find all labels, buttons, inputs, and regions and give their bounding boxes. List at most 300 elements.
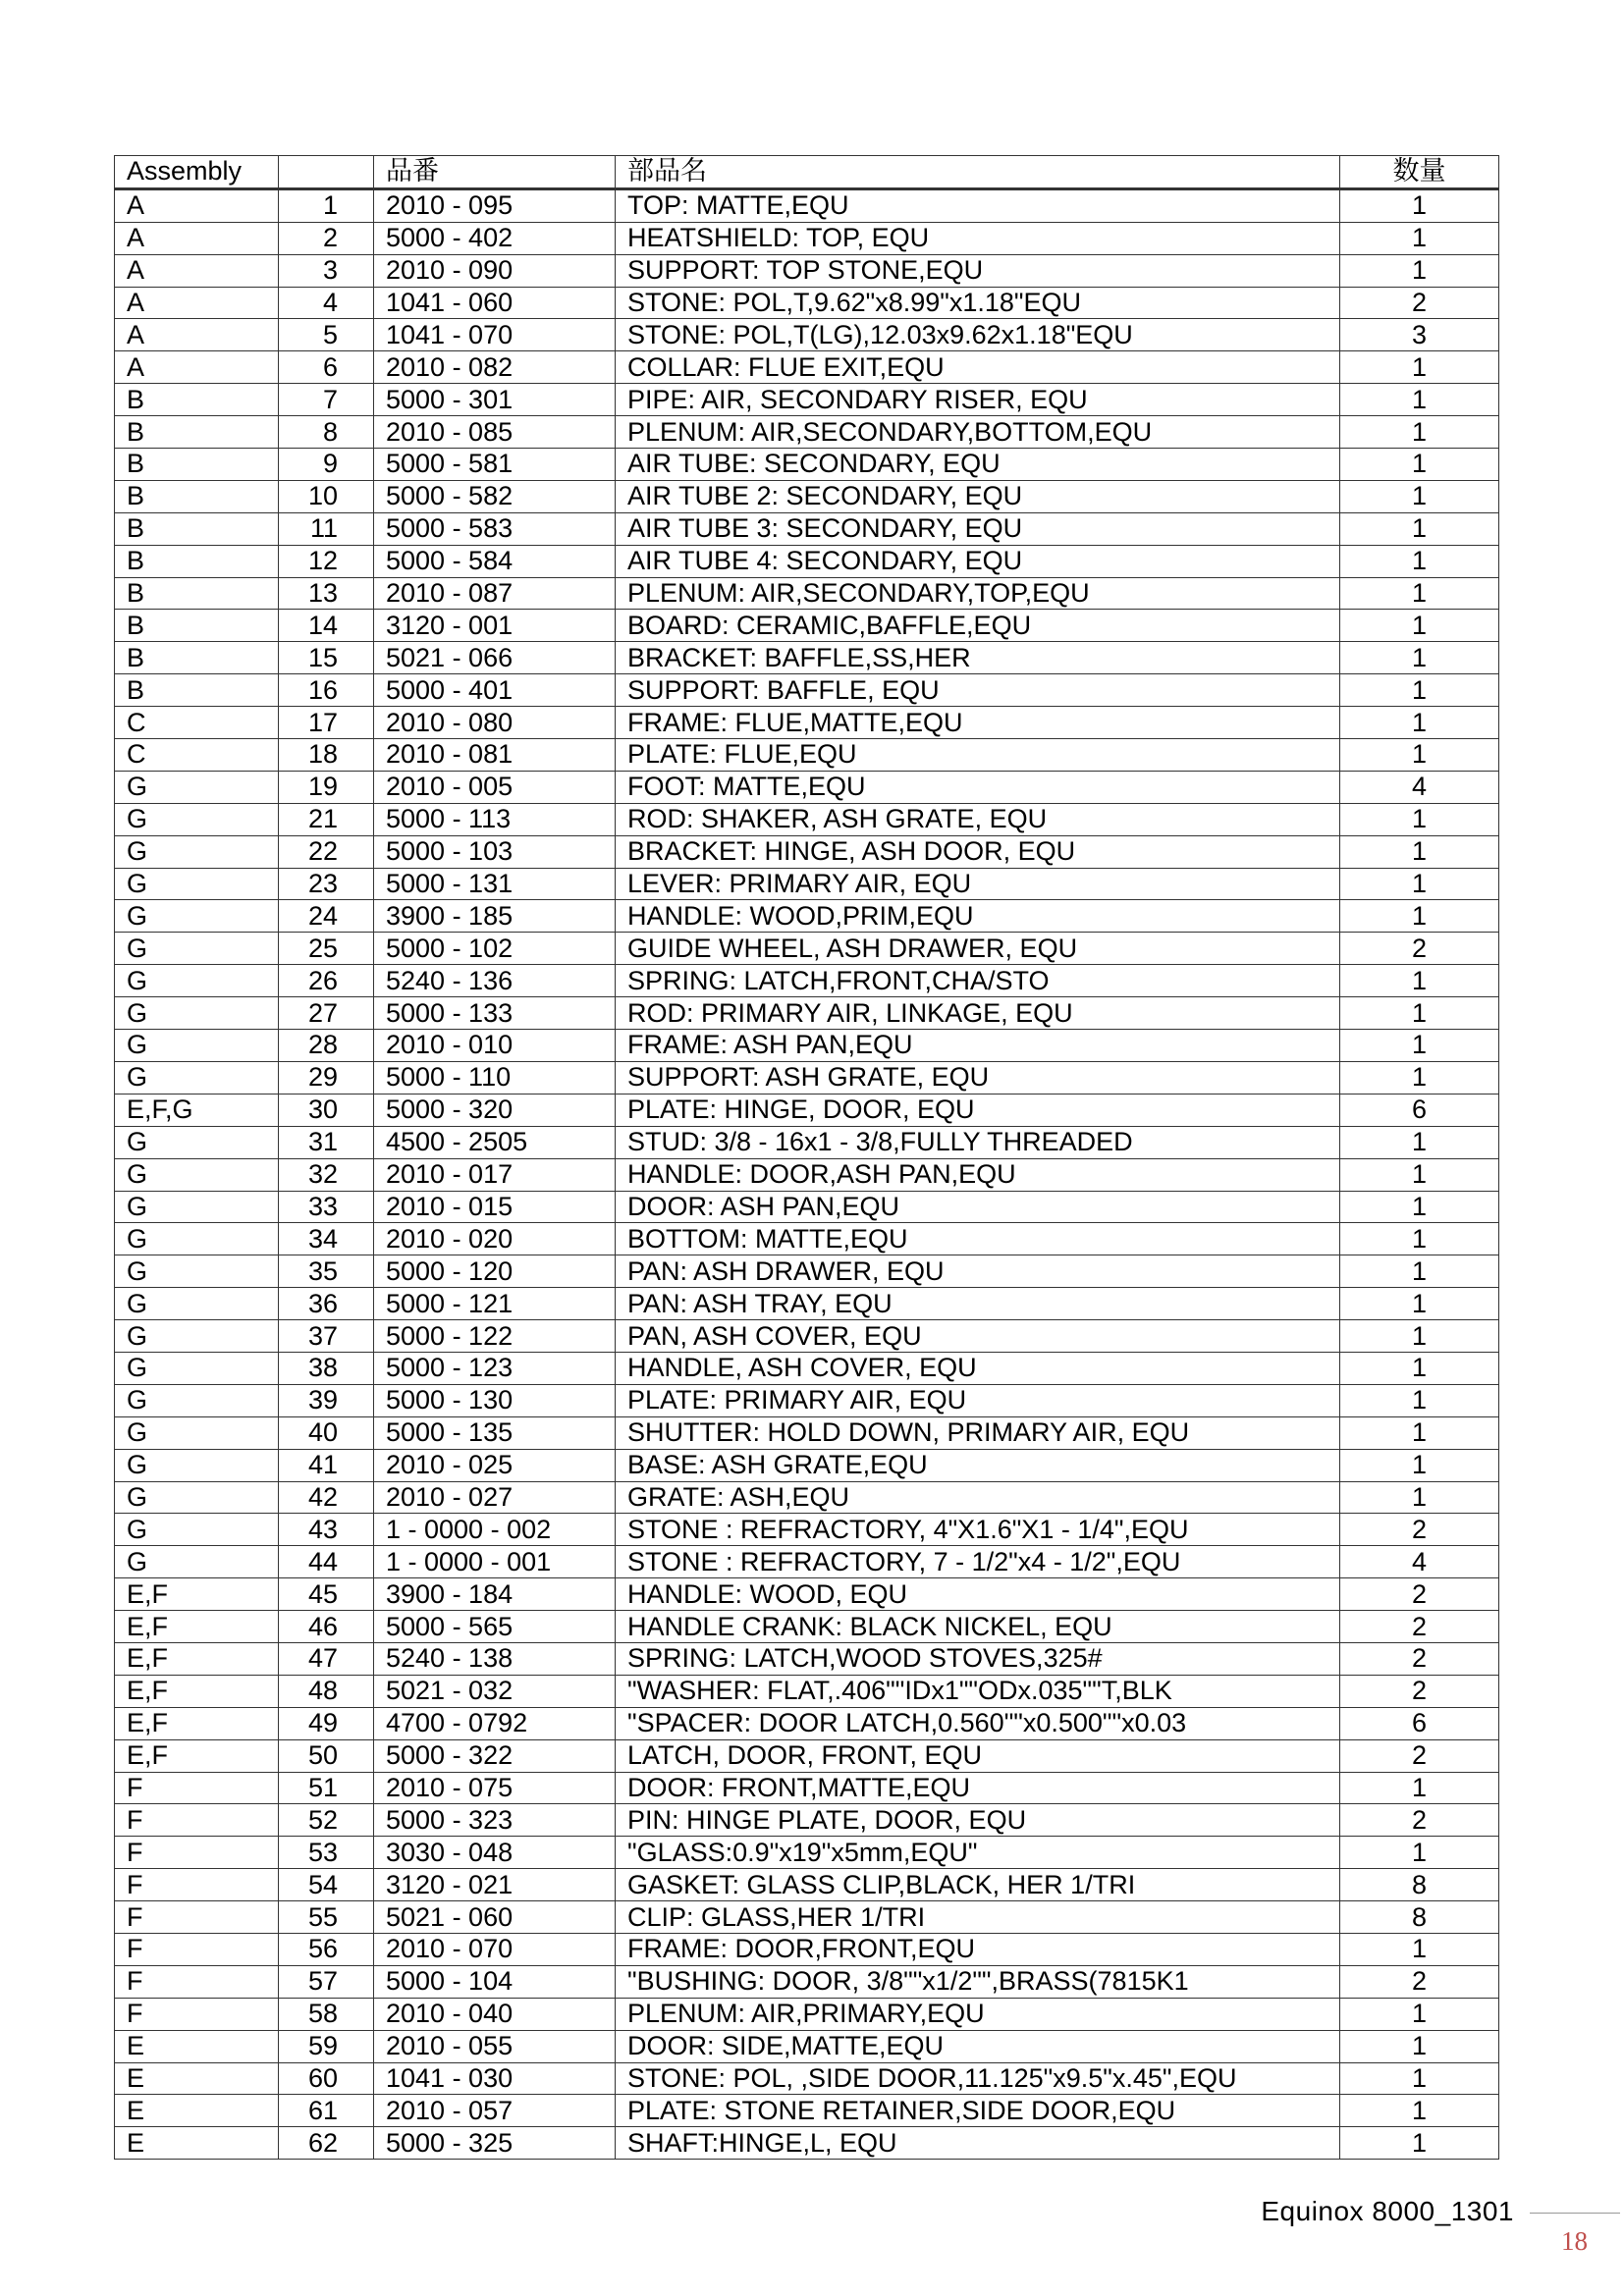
table-row (115, 933, 1499, 965)
table-row (115, 545, 1499, 577)
table-row (115, 674, 1499, 707)
quantity-cell: 1 (1340, 1933, 1499, 1965)
assembly-cell: G (115, 1352, 279, 1384)
part-number-cell: 2010 - 085 (374, 416, 616, 449)
part-name-cell: AIR TUBE 2: SECONDARY, EQU (616, 480, 1340, 512)
part-name-cell: PLATE: HINGE, DOOR, EQU (616, 1094, 1340, 1126)
item-number-cell: 38 (279, 1352, 374, 1384)
part-name-cell: FRAME: FLUE,MATTE,EQU (616, 707, 1340, 739)
assembly-cell: F (115, 1804, 279, 1837)
quantity-cell: 1 (1340, 1288, 1499, 1320)
part-name-cell: SUPPORT: ASH GRATE, EQU (616, 1061, 1340, 1094)
assembly-cell: E,F (115, 1739, 279, 1772)
part-number-cell: 2010 - 080 (374, 707, 616, 739)
assembly-cell: A (115, 351, 279, 384)
assembly-cell: F (115, 1933, 279, 1965)
quantity-cell: 1 (1340, 416, 1499, 449)
table-row (115, 739, 1499, 772)
part-number-cell: 5240 - 138 (374, 1642, 616, 1675)
assembly-cell: G (115, 1384, 279, 1416)
part-name-cell: DOOR: SIDE,MATTE,EQU (616, 2030, 1340, 2062)
part-name-cell: AIR TUBE 4: SECONDARY, EQU (616, 545, 1340, 577)
item-number-cell: 45 (279, 1578, 374, 1611)
part-number-cell: 5000 - 121 (374, 1288, 616, 1320)
assembly-cell: F (115, 1772, 279, 1804)
table-row (115, 1288, 1499, 1320)
part-name-cell: DOOR: ASH PAN,EQU (616, 1191, 1340, 1223)
item-number-cell: 37 (279, 1320, 374, 1353)
table-row (115, 1707, 1499, 1739)
table-row (115, 1255, 1499, 1288)
part-name-cell: HANDLE: DOOR,ASH PAN,EQU (616, 1158, 1340, 1191)
quantity-cell: 1 (1340, 965, 1499, 997)
parts-table-body (115, 188, 1499, 2159)
quantity-cell: 6 (1340, 1094, 1499, 1126)
quantity-cell: 1 (1340, 1030, 1499, 1062)
quantity-cell: 1 (1340, 739, 1499, 772)
table-row (115, 449, 1499, 481)
table-row (115, 642, 1499, 674)
table-row (115, 1546, 1499, 1578)
item-number-cell: 53 (279, 1837, 374, 1869)
quantity-cell: 6 (1340, 1707, 1499, 1739)
item-number-cell: 41 (279, 1449, 374, 1481)
table-row (115, 1772, 1499, 1804)
part-name-cell: PIPE: AIR, SECONDARY RISER, EQU (616, 384, 1340, 416)
assembly-cell: A (115, 188, 279, 222)
assembly-cell: B (115, 512, 279, 545)
item-number-cell: 54 (279, 1869, 374, 1901)
assembly-cell: E,F (115, 1707, 279, 1739)
part-number-cell: 2010 - 090 (374, 254, 616, 287)
quantity-cell: 1 (1340, 2095, 1499, 2127)
part-number-cell: 3900 - 185 (374, 900, 616, 933)
table-row (115, 1804, 1499, 1837)
quantity-cell: 1 (1340, 803, 1499, 835)
part-number-cell: 5000 - 584 (374, 545, 616, 577)
item-number-cell: 44 (279, 1546, 374, 1578)
item-number-cell: 5 (279, 319, 374, 351)
item-number-cell: 42 (279, 1481, 374, 1514)
part-name-cell: HEATSHIELD: TOP, EQU (616, 222, 1340, 254)
part-number-cell: 5000 - 565 (374, 1611, 616, 1643)
part-name-cell: HANDLE, ASH COVER, EQU (616, 1352, 1340, 1384)
part-name-cell: SPRING: LATCH,WOOD STOVES,325# (616, 1642, 1340, 1675)
table-row (115, 1933, 1499, 1965)
table-row (115, 1191, 1499, 1223)
quantity-cell: 2 (1340, 287, 1499, 319)
page-number: 18 (1561, 2226, 1588, 2256)
quantity-cell: 1 (1340, 2127, 1499, 2160)
header-part-name: 部品名 (616, 156, 1340, 189)
assembly-cell: F (115, 1837, 279, 1869)
item-number-cell: 55 (279, 1901, 374, 1934)
assembly-cell: G (115, 1158, 279, 1191)
assembly-cell: G (115, 1191, 279, 1223)
part-number-cell: 5000 - 581 (374, 449, 616, 481)
quantity-cell: 2 (1340, 1578, 1499, 1611)
table-row (115, 1320, 1499, 1353)
table-row (115, 1739, 1499, 1772)
part-number-cell: 2010 - 040 (374, 1998, 616, 2030)
item-number-cell: 16 (279, 674, 374, 707)
part-number-cell: 3120 - 021 (374, 1869, 616, 1901)
part-number-cell: 3030 - 048 (374, 1837, 616, 1869)
table-row (115, 1675, 1499, 1707)
part-number-cell: 1041 - 060 (374, 287, 616, 319)
table-row (115, 965, 1499, 997)
part-name-cell: CLIP: GLASS,HER 1/TRI (616, 1901, 1340, 1934)
assembly-cell: G (115, 771, 279, 803)
table-row (115, 1352, 1499, 1384)
part-number-cell: 2010 - 017 (374, 1158, 616, 1191)
part-name-cell: PLENUM: AIR,PRIMARY,EQU (616, 1998, 1340, 2030)
item-number-cell: 46 (279, 1611, 374, 1643)
table-row (115, 610, 1499, 642)
table-row (115, 771, 1499, 803)
table-row (115, 1158, 1499, 1191)
assembly-cell: F (115, 1901, 279, 1934)
assembly-cell: G (115, 868, 279, 900)
part-name-cell: BASE: ASH GRATE,EQU (616, 1449, 1340, 1481)
assembly-cell: G (115, 1288, 279, 1320)
quantity-cell: 3 (1340, 319, 1499, 351)
part-number-cell: 5000 - 135 (374, 1416, 616, 1449)
part-number-cell: 2010 - 057 (374, 2095, 616, 2127)
assembly-cell: E,F (115, 1675, 279, 1707)
table-row (115, 900, 1499, 933)
assembly-cell: B (115, 610, 279, 642)
table-row (115, 1384, 1499, 1416)
table-row (115, 1030, 1499, 1062)
item-number-cell: 25 (279, 933, 374, 965)
assembly-cell: A (115, 222, 279, 254)
assembly-cell: B (115, 384, 279, 416)
table-row (115, 707, 1499, 739)
part-number-cell: 5000 - 110 (374, 1061, 616, 1094)
table-row (115, 2095, 1499, 2127)
part-name-cell: GUIDE WHEEL, ASH DRAWER, EQU (616, 933, 1340, 965)
part-number-cell: 5000 - 104 (374, 1965, 616, 1998)
item-number-cell: 14 (279, 610, 374, 642)
assembly-cell: G (115, 1546, 279, 1578)
item-number-cell: 31 (279, 1126, 374, 1158)
part-name-cell: FRAME: DOOR,FRONT,EQU (616, 1933, 1340, 1965)
assembly-cell: E (115, 2127, 279, 2160)
table-row (115, 1901, 1499, 1934)
item-number-cell: 8 (279, 416, 374, 449)
assembly-cell: A (115, 287, 279, 319)
assembly-cell: B (115, 577, 279, 610)
quantity-cell: 1 (1340, 222, 1499, 254)
item-number-cell: 15 (279, 642, 374, 674)
item-number-cell: 18 (279, 739, 374, 772)
part-number-cell: 5000 - 320 (374, 1094, 616, 1126)
item-number-cell: 62 (279, 2127, 374, 2160)
part-name-cell: PAN, ASH COVER, EQU (616, 1320, 1340, 1353)
table-row (115, 1481, 1499, 1514)
part-name-cell: STONE : REFRACTORY, 7 - 1/2"x4 - 1/2",EQU (616, 1546, 1340, 1578)
part-number-cell: 2010 - 005 (374, 771, 616, 803)
item-number-cell: 49 (279, 1707, 374, 1739)
table-row (115, 803, 1499, 835)
part-name-cell: HANDLE: WOOD,PRIM,EQU (616, 900, 1340, 933)
item-number-cell: 56 (279, 1933, 374, 1965)
assembly-cell: F (115, 1869, 279, 1901)
assembly-cell: E,F,G (115, 1094, 279, 1126)
part-number-cell: 5021 - 032 (374, 1675, 616, 1707)
table-row (115, 2030, 1499, 2062)
part-name-cell: HANDLE: WOOD, EQU (616, 1578, 1340, 1611)
part-number-cell: 1041 - 030 (374, 2062, 616, 2095)
assembly-cell: G (115, 1514, 279, 1546)
part-name-cell: HANDLE CRANK: BLACK NICKEL, EQU (616, 1611, 1340, 1643)
part-name-cell: STONE: POL, ,SIDE DOOR,11.125"x9.5"x.45",EQU (616, 2062, 1340, 2095)
part-number-cell: 2010 - 015 (374, 1191, 616, 1223)
item-number-cell: 47 (279, 1642, 374, 1675)
part-number-cell: 2010 - 027 (374, 1481, 616, 1514)
quantity-cell: 2 (1340, 1739, 1499, 1772)
item-number-cell: 58 (279, 1998, 374, 2030)
part-name-cell: FOOT: MATTE,EQU (616, 771, 1340, 803)
assembly-cell: G (115, 1255, 279, 1288)
item-number-cell: 39 (279, 1384, 374, 1416)
item-number-cell: 24 (279, 900, 374, 933)
part-name-cell: LATCH, DOOR, FRONT, EQU (616, 1739, 1340, 1772)
part-name-cell: "WASHER: FLAT,.406""IDx1""ODx.035""T,BLK (616, 1675, 1340, 1707)
item-number-cell: 57 (279, 1965, 374, 1998)
quantity-cell: 1 (1340, 1255, 1499, 1288)
table-row (115, 1416, 1499, 1449)
quantity-cell: 1 (1340, 997, 1499, 1030)
part-number-cell: 2010 - 081 (374, 739, 616, 772)
quantity-cell: 1 (1340, 577, 1499, 610)
item-number-cell: 26 (279, 965, 374, 997)
assembly-cell: B (115, 449, 279, 481)
item-number-cell: 30 (279, 1094, 374, 1126)
item-number-cell: 23 (279, 868, 374, 900)
assembly-cell: B (115, 545, 279, 577)
part-number-cell: 3120 - 001 (374, 610, 616, 642)
table-row (115, 2127, 1499, 2160)
table-row (115, 1223, 1499, 1255)
table-row (115, 480, 1499, 512)
item-number-cell: 32 (279, 1158, 374, 1191)
quantity-cell: 1 (1340, 1352, 1499, 1384)
part-number-cell: 5000 - 133 (374, 997, 616, 1030)
quantity-cell: 1 (1340, 1416, 1499, 1449)
part-name-cell: GRATE: ASH,EQU (616, 1481, 1340, 1514)
assembly-cell: B (115, 642, 279, 674)
table-row (115, 1449, 1499, 1481)
quantity-cell: 1 (1340, 1061, 1499, 1094)
part-name-cell: SHAFT:HINGE,L, EQU (616, 2127, 1340, 2160)
quantity-cell: 1 (1340, 1126, 1499, 1158)
table-row (115, 868, 1499, 900)
item-number-cell: 2 (279, 222, 374, 254)
quantity-cell: 1 (1340, 480, 1499, 512)
item-number-cell: 21 (279, 803, 374, 835)
table-row (115, 1611, 1499, 1643)
table-row (115, 416, 1499, 449)
part-name-cell: BOARD: CERAMIC,BAFFLE,EQU (616, 610, 1340, 642)
quantity-cell: 8 (1340, 1901, 1499, 1934)
assembly-cell: G (115, 1223, 279, 1255)
part-number-cell: 4700 - 0792 (374, 1707, 616, 1739)
quantity-cell: 2 (1340, 1804, 1499, 1837)
item-number-cell: 34 (279, 1223, 374, 1255)
assembly-cell: E,F (115, 1642, 279, 1675)
quantity-cell: 1 (1340, 1384, 1499, 1416)
quantity-cell: 1 (1340, 1223, 1499, 1255)
quantity-cell: 2 (1340, 1675, 1499, 1707)
part-number-cell: 5000 - 120 (374, 1255, 616, 1288)
quantity-cell: 1 (1340, 707, 1499, 739)
part-name-cell: AIR TUBE 3: SECONDARY, EQU (616, 512, 1340, 545)
assembly-cell: B (115, 416, 279, 449)
quantity-cell: 1 (1340, 868, 1499, 900)
part-number-cell: 5000 - 103 (374, 835, 616, 868)
part-number-cell: 2010 - 010 (374, 1030, 616, 1062)
table-row (115, 222, 1499, 254)
part-number-cell: 5000 - 325 (374, 2127, 616, 2160)
part-number-cell: 5021 - 060 (374, 1901, 616, 1934)
part-name-cell: FRAME: ASH PAN,EQU (616, 1030, 1340, 1062)
part-name-cell: "GLASS:0.9"x19"x5mm,EQU" (616, 1837, 1340, 1869)
part-name-cell: BRACKET: HINGE, ASH DOOR, EQU (616, 835, 1340, 868)
part-number-cell: 2010 - 082 (374, 351, 616, 384)
part-name-cell: STONE: POL,T,9.62"x8.99"x1.18"EQU (616, 287, 1340, 319)
assembly-cell: F (115, 1965, 279, 1998)
table-row (115, 1642, 1499, 1675)
assembly-cell: G (115, 933, 279, 965)
item-number-cell: 13 (279, 577, 374, 610)
quantity-cell: 8 (1340, 1869, 1499, 1901)
assembly-cell: A (115, 254, 279, 287)
assembly-cell: E,F (115, 1611, 279, 1643)
part-number-cell: 5000 - 113 (374, 803, 616, 835)
part-name-cell: PLATE: STONE RETAINER,SIDE DOOR,EQU (616, 2095, 1340, 2127)
quantity-cell: 2 (1340, 1642, 1499, 1675)
part-number-cell: 2010 - 095 (374, 188, 616, 222)
part-name-cell: PAN: ASH TRAY, EQU (616, 1288, 1340, 1320)
part-number-cell: 5000 - 322 (374, 1739, 616, 1772)
item-number-cell: 33 (279, 1191, 374, 1223)
table-row (115, 351, 1499, 384)
document-id: Equinox 8000_1301 (1261, 2196, 1514, 2226)
item-number-cell: 28 (279, 1030, 374, 1062)
table-row (115, 577, 1499, 610)
part-name-cell: "BUSHING: DOOR, 3/8""x1/2"",BRASS(7815K1 (616, 1965, 1340, 1998)
item-number-cell: 19 (279, 771, 374, 803)
header-part-number: 品番 (374, 156, 616, 189)
item-number-cell: 43 (279, 1514, 374, 1546)
part-number-cell: 5000 - 130 (374, 1384, 616, 1416)
quantity-cell: 1 (1340, 1449, 1499, 1481)
header-quantity: 数量 (1340, 156, 1499, 189)
part-number-cell: 5000 - 122 (374, 1320, 616, 1353)
assembly-cell: G (115, 1481, 279, 1514)
assembly-cell: G (115, 965, 279, 997)
part-name-cell: SPRING: LATCH,FRONT,CHA/STO (616, 965, 1340, 997)
item-number-cell: 7 (279, 384, 374, 416)
quantity-cell: 1 (1340, 674, 1499, 707)
part-name-cell: STONE : REFRACTORY, 4"X1.6"X1 - 1/4",EQU (616, 1514, 1340, 1546)
quantity-cell: 1 (1340, 254, 1499, 287)
assembly-cell: B (115, 674, 279, 707)
item-number-cell: 11 (279, 512, 374, 545)
item-number-cell: 35 (279, 1255, 374, 1288)
table-row (115, 1126, 1499, 1158)
assembly-cell: C (115, 739, 279, 772)
table-row (115, 1094, 1499, 1126)
assembly-cell: G (115, 1061, 279, 1094)
header-item-number (279, 156, 374, 189)
quantity-cell: 2 (1340, 1514, 1499, 1546)
assembly-cell: G (115, 835, 279, 868)
assembly-cell: E (115, 2095, 279, 2127)
table-row (115, 997, 1499, 1030)
table-header-row (115, 156, 1499, 189)
item-number-cell: 61 (279, 2095, 374, 2127)
part-name-cell: BRACKET: BAFFLE,SS,HER (616, 642, 1340, 674)
part-number-cell: 5000 - 583 (374, 512, 616, 545)
part-name-cell: DOOR: FRONT,MATTE,EQU (616, 1772, 1340, 1804)
part-name-cell: STONE: POL,T(LG),12.03x9.62x1.18"EQU (616, 319, 1340, 351)
quantity-cell: 1 (1340, 1320, 1499, 1353)
assembly-cell: G (115, 997, 279, 1030)
table-row (115, 1965, 1499, 1998)
quantity-cell: 1 (1340, 512, 1499, 545)
item-number-cell: 36 (279, 1288, 374, 1320)
part-name-cell: ROD: PRIMARY AIR, LINKAGE, EQU (616, 997, 1340, 1030)
quantity-cell: 4 (1340, 1546, 1499, 1578)
quantity-cell: 1 (1340, 1998, 1499, 2030)
item-number-cell: 59 (279, 2030, 374, 2062)
part-number-cell: 5000 - 323 (374, 1804, 616, 1837)
part-number-cell: 2010 - 025 (374, 1449, 616, 1481)
quantity-cell: 1 (1340, 2062, 1499, 2095)
part-name-cell: PIN: HINGE PLATE, DOOR, EQU (616, 1804, 1340, 1837)
table-row (115, 1514, 1499, 1546)
quantity-cell: 1 (1340, 545, 1499, 577)
part-number-cell: 2010 - 070 (374, 1933, 616, 1965)
quantity-cell: 1 (1340, 188, 1499, 222)
part-number-cell: 1 - 0000 - 002 (374, 1514, 616, 1546)
assembly-cell: G (115, 1449, 279, 1481)
part-number-cell: 1041 - 070 (374, 319, 616, 351)
quantity-cell: 1 (1340, 835, 1499, 868)
part-number-cell: 2010 - 055 (374, 2030, 616, 2062)
part-name-cell: SUPPORT: BAFFLE, EQU (616, 674, 1340, 707)
assembly-cell: E (115, 2030, 279, 2062)
assembly-cell: G (115, 1320, 279, 1353)
part-number-cell: 5000 - 401 (374, 674, 616, 707)
assembly-cell: G (115, 1030, 279, 1062)
quantity-cell: 2 (1340, 933, 1499, 965)
part-name-cell: PAN: ASH DRAWER, EQU (616, 1255, 1340, 1288)
item-number-cell: 17 (279, 707, 374, 739)
quantity-cell: 1 (1340, 900, 1499, 933)
part-number-cell: 2010 - 075 (374, 1772, 616, 1804)
assembly-cell: C (115, 707, 279, 739)
table-row (115, 384, 1499, 416)
quantity-cell: 4 (1340, 771, 1499, 803)
part-number-cell: 1 - 0000 - 001 (374, 1546, 616, 1578)
quantity-cell: 2 (1340, 1965, 1499, 1998)
quantity-cell: 1 (1340, 384, 1499, 416)
part-number-cell: 2010 - 020 (374, 1223, 616, 1255)
